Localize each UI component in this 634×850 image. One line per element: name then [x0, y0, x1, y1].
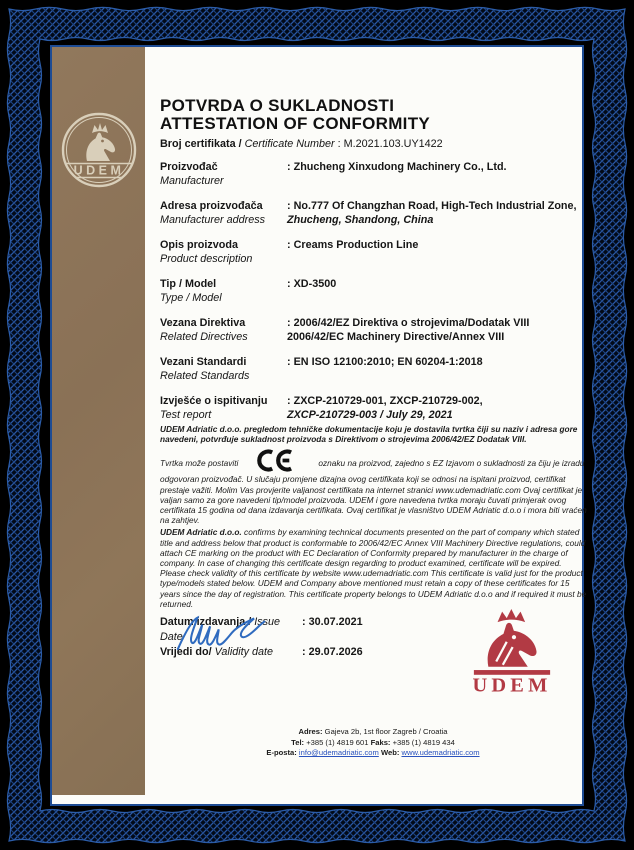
- field-value: : Creams Production Line: [287, 239, 419, 251]
- footer-phone-line: [160, 738, 586, 749]
- field-value: : XD-3500: [287, 278, 337, 290]
- fax-value: +385 (1) 4819 434: [392, 737, 455, 747]
- legal-english-rest: confirms by examining technical documents presented on the part of company which stated title and address below that product is conformable to 2006/42/EC Annex VIII Machinery Directive regulations, could attach CE marking on the product with EC Declaration of Conformity prepared by manufacturer in the charge of company. In case of changing this certificate design regarding to product examined, certificate will be expired. Please check validity of this certificate by website www.udemadriatic.com This certificate is valid just for the product type/models stated below. UDEM and Company above mentioned must retain a copy of these certificates for 15 years since the day of registration. This certificate property belongs to UDEM Adriatic d.o.o and if required it must be returned.: [160, 527, 587, 609]
- binder-strip: [52, 47, 145, 795]
- crown-glyph: [92, 123, 108, 133]
- field-value: : Zhucheng Xinxudong Machinery Co., Ltd.: [287, 161, 507, 173]
- validity-date-value: : 29.07.2026: [302, 646, 363, 659]
- cert-number-label-en: Certificate Number: [244, 138, 335, 150]
- field-value: : ZXCP-210729-001, ZXCP-210729-002,: [287, 395, 483, 407]
- field-value-line2: Zhucheng, Shandong, China: [287, 214, 434, 226]
- field-label-hr: Adresa proizvođača: [160, 200, 263, 212]
- signature-scribble: [170, 603, 280, 659]
- web-label: Web:: [380, 748, 400, 757]
- legal-english-body: [160, 527, 588, 609]
- footer-contact: [160, 727, 586, 759]
- udem-red-wordmark: UDEM: [472, 674, 552, 695]
- field-label-en: Manufacturer: [160, 175, 224, 187]
- validity-date-label-en: Validity date: [214, 646, 274, 659]
- legal-intro: [160, 424, 588, 444]
- email-label: E-posta:: [266, 748, 297, 757]
- field-value-line2: 2006/42/EC Machinery Directive/Annex VIII: [287, 331, 505, 343]
- field-value-line2: ZXCP-210729-003 / July 29, 2021: [287, 409, 453, 421]
- legal-english-bold: UDEM Adriatic d.o.o.: [160, 527, 242, 538]
- field-label-hr: Opis proizvoda: [160, 239, 238, 251]
- certificate-page: [50, 45, 587, 806]
- field-row-related-directives: [160, 316, 586, 344]
- ce-prefix-text: Tvrtka može postaviti: [160, 458, 239, 469]
- field-label-en: Related Directives: [160, 331, 248, 343]
- field-table: [160, 160, 586, 422]
- cert-number-value: : M.2021.103.UY1422: [337, 138, 443, 150]
- field-row-related-standards: [160, 355, 586, 383]
- field-row-product-description: [160, 238, 586, 266]
- footer-address-line: [160, 727, 586, 738]
- field-label-hr: Vezani Standardi: [160, 356, 247, 368]
- field-value: : No.777 Of Changzhan Road, High-Tech Industrial Zone,: [287, 200, 577, 212]
- validity-date-label-hr: Vrijedi do/: [160, 646, 212, 659]
- address-value: Gajeva 2b, 1st floor Zagreb / Croatia: [324, 727, 448, 736]
- footer-web-line: [160, 748, 586, 759]
- field-row-test-report: [160, 394, 586, 422]
- address-label: Adres:: [298, 727, 323, 736]
- horse-head-glyph: [86, 133, 115, 161]
- field-row-manufacturer-address: [160, 199, 586, 227]
- fax-label: Faks:: [370, 737, 391, 747]
- crown-glyph: [498, 609, 526, 622]
- ce-mark-icon: [256, 447, 292, 474]
- legal-intro-rest: pregledom tehničke dokumentacije koju je dostavila tvrtka čiji su naziv i adresa gore navedeni, potvrđuje sukladnost proizvoda s Direktivom o strojevima 2006/42/EZ Dodatak VIII.: [160, 424, 578, 445]
- legal-text-block: [160, 424, 588, 609]
- certificate-content: [160, 97, 586, 660]
- tel-label: Tel:: [291, 737, 305, 747]
- field-label-hr: Tip / Model: [160, 278, 217, 290]
- legal-intro-bold: UDEM Adriatic d.o.o.: [160, 424, 242, 434]
- certificate-number-line: [160, 137, 586, 151]
- legal-croatian-rest: oznaku na proizvod, zajedno s EZ Izjavom o sukladnosti za čiju je izradu odgovoran proizvođač. U slučaju promjene dizajna ovog certifikata koji se odnosi na ispitani proizvod, certifikat prestaje važiti. Molim Vas provjerite valjanost certifikata na internet stranici www.udemadriatic.com Ovaj certifikat je valjan samo za gore navedeni tip/model proizvoda. UDEM i gore navedena tvrtka moraju čuvati primjerak ovog certifikata 15 godina od dana izdavanja certifikata. Ovaj certifikat je vlasništvo UDEM Adriatic d.o.o i mora biti vraćen na zahtjev.: [160, 458, 587, 526]
- field-row-manufacturer: [160, 160, 586, 188]
- tel-value: +385 (1) 4819 601: [306, 737, 369, 747]
- title-croatian: POTVRDA O SUKLADNOSTI: [160, 96, 395, 115]
- field-value: : 2006/42/EZ Direktiva o strojevima/Dodatak VIII: [287, 317, 530, 329]
- udem-red-logo: [466, 607, 558, 695]
- field-label-en: Manufacturer address: [160, 214, 266, 226]
- field-label-hr: Proizvođač: [160, 161, 218, 173]
- title-english: ATTESTATION OF CONFORMITY: [160, 114, 431, 133]
- issue-date-label-en: Issue Date: [160, 616, 281, 644]
- cert-number-label-hr: Broj certifikata /: [160, 138, 242, 150]
- field-label-en: Test report: [160, 409, 212, 421]
- field-label-en: Related Standards: [160, 370, 250, 382]
- field-value: : EN ISO 12100:2010; EN 60204-1:2018: [287, 356, 483, 368]
- field-label-hr: Izvješće o ispitivanju: [160, 395, 268, 407]
- issue-date-value: : 30.07.2021: [302, 616, 363, 629]
- field-label-en: Type / Model: [160, 292, 222, 304]
- udem-embossed-logo-icon: [59, 110, 139, 190]
- udem-emboss-wordmark: UDEM: [73, 163, 125, 178]
- field-label-en: Product description: [160, 253, 253, 265]
- legal-croatian-body: [160, 447, 588, 525]
- web-link[interactable]: www.udemadriatic.com: [401, 748, 480, 757]
- issue-date-label-hr: Datum izdavanja /: [160, 616, 252, 629]
- field-row-type-model: [160, 277, 586, 305]
- field-label-hr: Vezana Direktiva: [160, 317, 246, 329]
- email-link[interactable]: info@udemadriatic.com: [298, 748, 379, 757]
- horse-head-glyph: [488, 623, 537, 667]
